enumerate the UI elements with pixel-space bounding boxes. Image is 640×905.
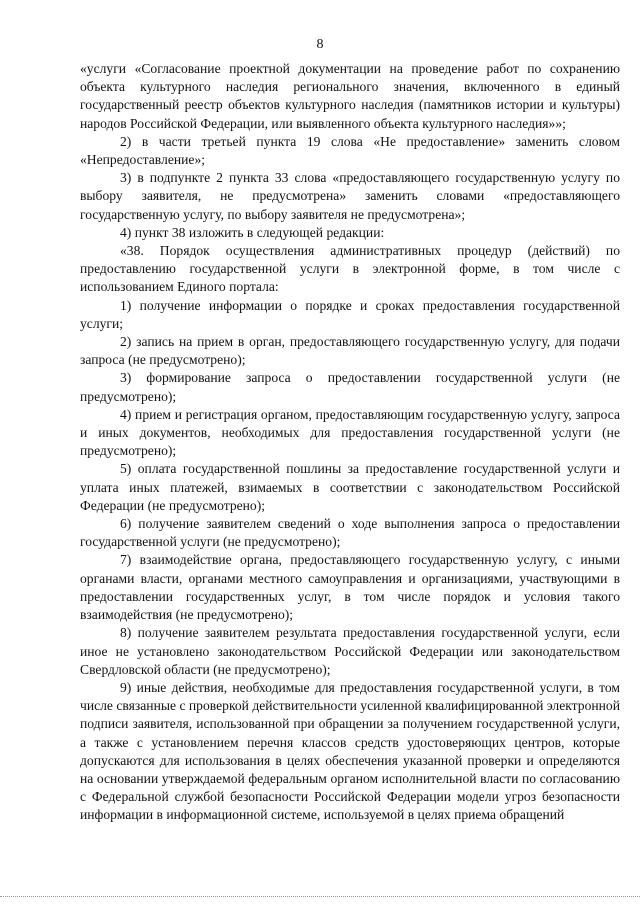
paragraph-subitem-7: 7) взаимодействие органа, предоставляющего государственную услугу, с иными органами власти, органами местного самоуправления и организациями, участвующими в предоставлении государственных услуг, в том числе порядок и условия такого взаимодействия (не предусмотрено);	[80, 552, 620, 623]
paragraph-subitem-2: 2) запись на прием в орган, предоставляющего государственную услугу, для подачи запроса (не предусмотрено);	[80, 334, 620, 368]
document-body	[80, 60, 620, 825]
paragraph-subitem-4: 4) прием и регистрация органом, предоставляющим государственную услугу, запроса и иных документов, необходимых для предоставления государственной услуги (не предусмотрено);	[80, 406, 620, 459]
paragraph-subitem-8: 8) получение заявителем результата предоставления государственной услуги, если иное не установлено законодательством Российской Федерации или законодательством Свердловской области (не предусмотрено);	[80, 625, 620, 677]
paragraph-continuation: «услуги «Согласование проектной документации на проведение работ по сохранению объекта культурного наследия регионального значения, включенного в единый государственный реестр объектов культурного наследия (памятников истории и культуры) народов Российской Федерации, или выявленного объекта культурного наследия»»;	[80, 61, 620, 131]
page-number: 8	[316, 37, 324, 52]
paragraph-item-4: 4) пункт 38 изложить в следующей редакции:	[120, 224, 385, 240]
paragraph-point-38: «38. Порядок осуществления административных процедур (действий) по предоставлению государственной услуги в электронной форме, в том числе с использованием Единого портала:	[80, 243, 620, 295]
paragraph-subitem-6: 6) получение заявителем сведений о ходе выполнения запроса о предоставлении государственной услуги (не предусмотрено);	[80, 516, 620, 550]
paragraph-subitem-3: 3) формирование запроса о предоставлении государственной услуги (не предусмотрено);	[80, 370, 620, 404]
paragraph-item-2: 2) в части третьей пункта 19 слова «Не предоставление» заменить словом «Непредоставление»;	[80, 133, 620, 168]
paragraph-subitem-9: 9) иные действия, необходимые для предоставления государственной услуги, в том числе связанные с проверкой действительности усиленной квалифицированной электронной подписи заявителя, использованной при обращении за получением государственной услуги, а также с установлением перечня классов средств удостоверяющих центров, которые допускаются для использования в целях обеспечения указанной проверки и определяются на основании утверждаемой федеральным органом исполнительной власти по согласованию с Федеральной службой безопасности Российской Федерации модели угроз безопасности информации в информационной системе, используемой в целях приема обращений	[80, 679, 620, 823]
page-bottom-divider	[0, 896, 640, 897]
paragraph-item-3: 3) в подпункте 2 пункта 33 слова «предоставляющего государственную услугу по выбору заявителя, не предусмотрена» заменить словами «предоставляющего государственную услугу, по выбору заявителя не предусмотрена»;	[80, 170, 620, 222]
paragraph-subitem-1: 1) получение информации о порядке и сроках предоставления государственной услуги;	[80, 297, 620, 331]
paragraph-subitem-5: 5) оплата государственной пошлины за предоставление государственной услуги и уплата иных платежей, взимаемых в соответствии с законодательством Российской Федерации (не предусмотрено);	[80, 461, 620, 513]
